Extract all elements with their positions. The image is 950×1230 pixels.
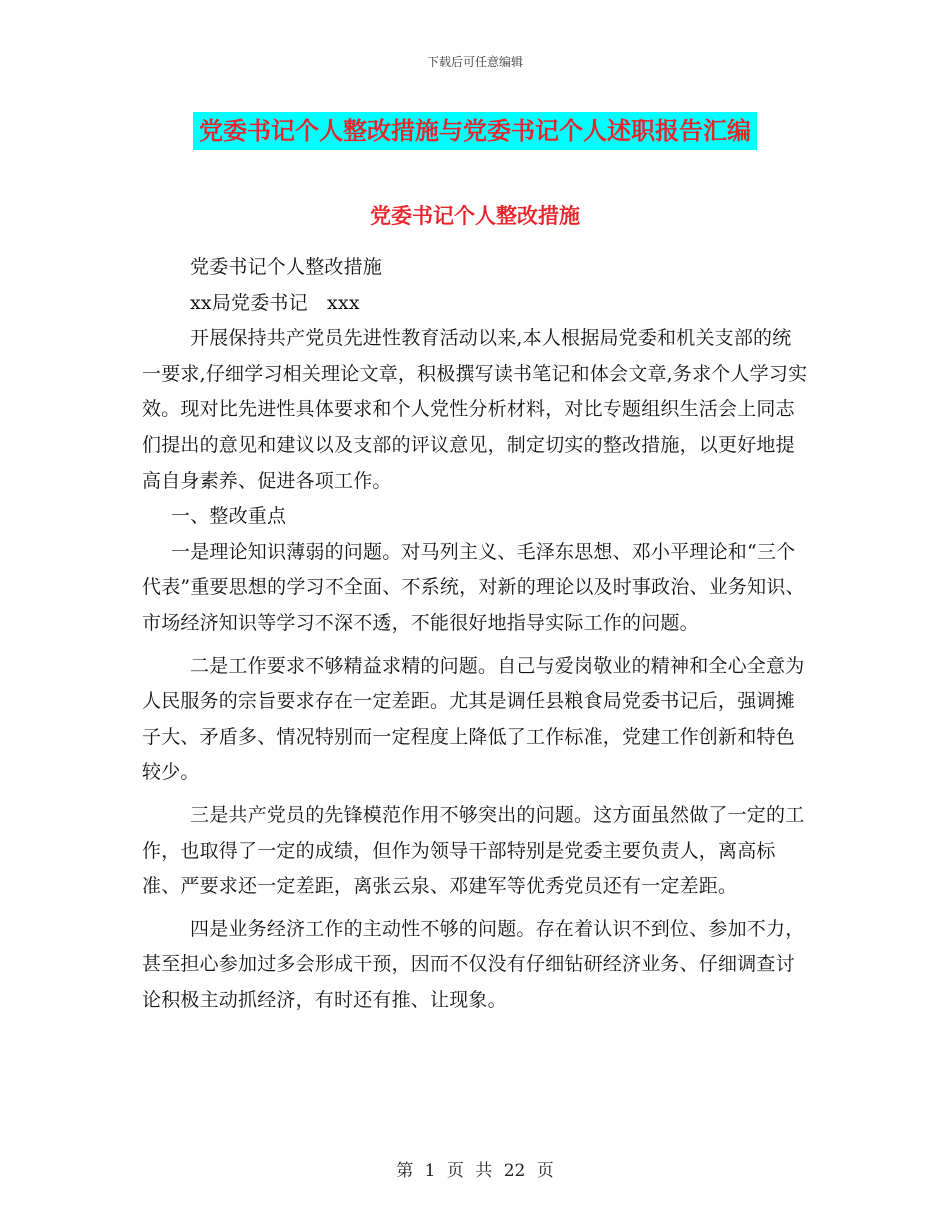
download-note: 下载后可任意编辑 [426, 55, 523, 69]
paragraph-point-4: 四是业务经济工作的主动性不够的问题。存在着认识不到位、参加不力，甚至担心参加过多会形成干预，因而不仅没有仔细钻研经济业务、仔细调查讨论积极主动抓经济，有时还有推、让现象。 [142, 917, 805, 1011]
paragraph-author: xx局党委书记 xxx [190, 291, 360, 314]
page-number: 第 1 页 共 22 页 [396, 1161, 554, 1181]
paragraph-heading-key-points: 一、整改重点 [171, 505, 287, 528]
paragraph-subtitle: 党委书记个人整改措施 [190, 256, 383, 278]
document-title-container [0, 112, 950, 150]
paragraph-intro: 开展保持共产党员先进性教育活动以来,本人根据局党委和机关支部的统一要求,仔细学习相关理论文章，积极撰写读书笔记和体会文章,务求个人学习实效。现对比先进性具体要求和个人党性分析材料，对比专题组织生活会上同志们提出的意见和建议以及支部的评议意见，制定切实的整改措施，以更好地提高自身素养、促进各项工作。 [142, 327, 808, 492]
paragraph-point-2: 二是工作要求不够精益求精的问题。自己与爱岗敬业的精神和全心全意为人民服务的宗旨要求存在一定差距。尤其是调任县粮食局党委书记后，强调摊子大、矛盾多、情况特别而一定程度上降低了工作标准，党建工作创新和特色较少。 [142, 654, 805, 784]
document-title: 党委书记个人整改措施与党委书记个人述职报告汇编 [193, 112, 757, 150]
section-title: 党委书记个人整改措施 [370, 203, 580, 228]
document-body [142, 250, 808, 1018]
paragraph-point-1: 一是理论知识薄弱的问题。对马列主义、毛泽东思想、邓小平理论和“三个代表”重要思想的学习不全面、不系统，对新的理论以及时事政治、业务知识、市场经济知识等学习不深不透，不能很好地指导实际工作的问题。 [142, 540, 805, 634]
paragraph-point-3: 三是共产党员的先锋模范作用不够突出的问题。这方面虽然做了一定的工作，也取得了一定的成绩，但作为领导干部特别是党委主要负责人，离高标准、严要求还一定差距，离张云泉、邓建军等优秀党员还有一定差距。 [142, 803, 805, 898]
